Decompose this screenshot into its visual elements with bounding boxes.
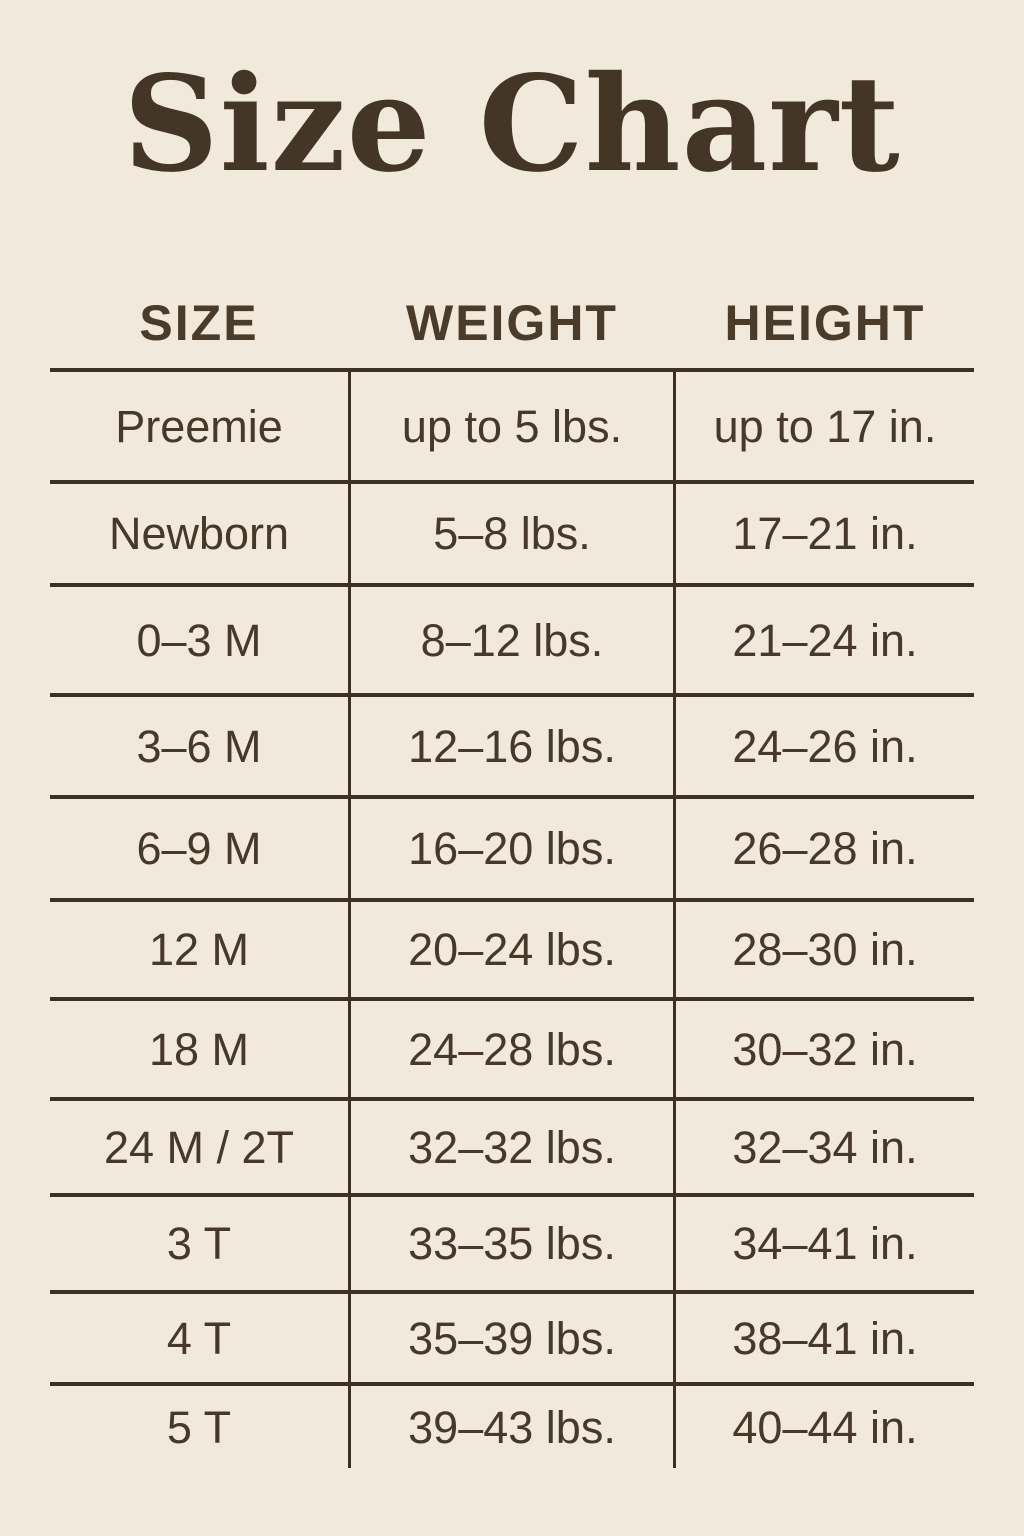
size-cell: Newborn (108, 508, 290, 559)
size-cell: 3–6 M (136, 720, 262, 772)
page-title: Size Chart (123, 47, 901, 202)
height-cell: 26–28 in. (732, 823, 918, 874)
height-cell: 30–32 in. (732, 1023, 918, 1075)
size-cell: 4 T (166, 1312, 232, 1364)
height-cell: up to 17 in. (713, 400, 937, 452)
size-cell: 12 M (148, 924, 250, 975)
table-row (50, 1193, 974, 1290)
height-cell: 34–41 in. (732, 1218, 918, 1269)
weight-cell: 8–12 lbs. (348, 587, 676, 693)
weight-cell: 12–16 lbs. (348, 697, 676, 795)
weight-cell: 32–32 lbs. (348, 1101, 676, 1193)
size-cell: 3 T (166, 1218, 232, 1269)
table-row (50, 693, 974, 795)
table-row (50, 368, 974, 480)
weight-cell: 35–39 lbs. (348, 1294, 676, 1382)
height-cell: 40–44 in. (732, 1401, 918, 1453)
table-row (50, 1097, 974, 1193)
table-row (50, 1382, 974, 1468)
weight-cell: up to 5 lbs. (348, 372, 676, 480)
table-header-row (50, 212, 974, 368)
table-row (50, 583, 974, 693)
size-cell: 0–3 M (136, 614, 262, 666)
size-cell: 18 M (148, 1023, 250, 1075)
weight-cell: 16–20 lbs. (348, 799, 676, 898)
height-cell: 24–26 in. (732, 720, 918, 772)
size-cell: 5 T (166, 1401, 232, 1453)
table-row (50, 1290, 974, 1382)
weight-cell: 33–35 lbs. (348, 1197, 676, 1290)
height-cell: 32–34 in. (732, 1121, 918, 1173)
column-header-weight: WEIGHT (406, 295, 618, 351)
column-header-size: SIZE (139, 295, 259, 351)
weight-cell: 20–24 lbs. (348, 902, 676, 997)
column-header-height: HEIGHT (724, 295, 926, 351)
height-cell: 38–41 in. (732, 1312, 918, 1364)
table-row (50, 898, 974, 997)
weight-cell: 39–43 lbs. (348, 1386, 676, 1468)
weight-cell: 5–8 lbs. (348, 484, 676, 583)
height-cell: 21–24 in. (732, 614, 918, 666)
size-cell: Preemie (115, 400, 283, 452)
table-row (50, 795, 974, 898)
height-cell: 28–30 in. (732, 924, 918, 975)
table-row (50, 480, 974, 583)
size-cell: 6–9 M (136, 823, 262, 874)
size-table (50, 212, 974, 1468)
weight-cell: 24–28 lbs. (348, 1001, 676, 1097)
height-cell: 17–21 in. (732, 508, 918, 559)
table-body (50, 368, 974, 1468)
table-row (50, 997, 974, 1097)
size-cell: 24 M / 2T (103, 1121, 295, 1173)
